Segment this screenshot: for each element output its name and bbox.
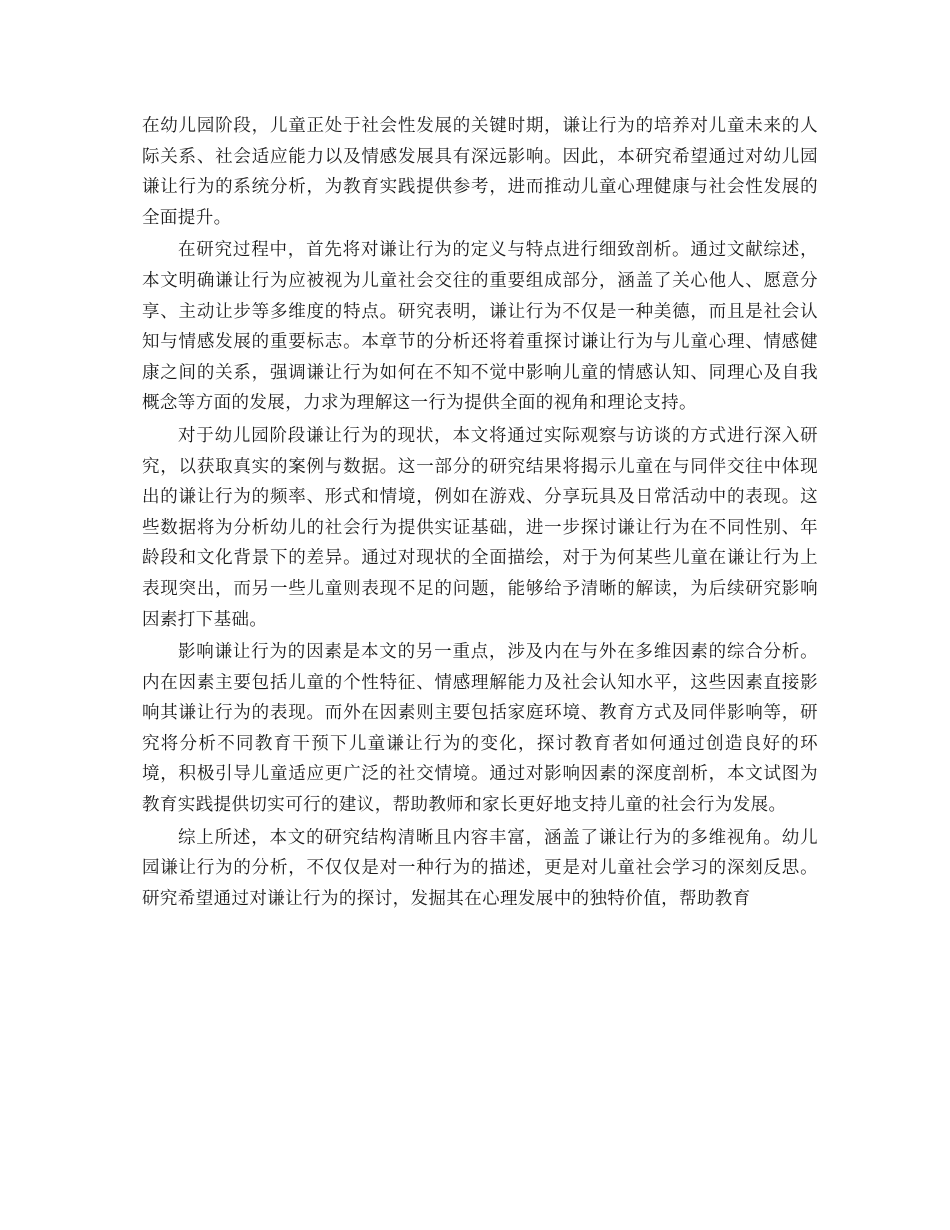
paragraph-4: 影响谦让行为的因素是本文的另一重点，涉及内在与外在多维因素的综合分析。内在因素主要包括儿童的个性特征、情感理解能力及社会认知水平，这些因素直接影响其谦让行为的表现。而外在因素则主要包括家庭环境、教育方式及同伴影响等，研究将分析不同教育干预下儿童谦让行为的变化，探讨教育者如何通过创造良好的环境，积极引导儿童适应更广泛的社交情境。通过对影响因素的深度剖析，本文试图为教育实践提供切实可行的建议，帮助教师和家长更好地支持儿童的社会行为发展。 [142,642,818,816]
paragraph-5: 综上所述，本文的研究结构清晰且内容丰富，涵盖了谦让行为的多维视角。幼儿园谦让行为的分析，不仅仅是对一种行为的描述，更是对儿童社会学习的深刻反思。研究希望通过对谦让行为的探讨，发掘其在心理发展中的独特价值，帮助教育 [142,827,818,909]
body-text [142,111,818,916]
paragraph-3: 对于幼儿园阶段谦让行为的现状，本文将通过实际观察与访谈的方式进行深入研究，以获取真实的案例与数据。这一部分的研究结果将揭示儿童在与同伴交往中体现出的谦让行为的频率、形式和情境，例如在游戏、分享玩具及日常活动中的表现。这些数据将为分析幼儿的社会行为提供实证基础，进一步探讨谦让行为在不同性别、年龄段和文化背景下的差异。通过对现状的全面描绘，对于为何某些儿童在谦让行为上表现突出，而另一些儿童则表现不足的问题，能够给予清晰的解读，为后续研究影响因素打下基础。 [142,425,818,630]
paragraph-2: 在研究过程中，首先将对谦让行为的定义与特点进行细致剖析。通过文献综述，本文明确谦让行为应被视为儿童社会交往的重要组成部分，涵盖了关心他人、愿意分享、主动让步等多维度的特点。研究表明，谦让行为不仅是一种美德，而且是社会认知与情感发展的重要标志。本章节的分析还将着重探讨谦让行为与儿童心理、情感健康之间的关系，强调谦让行为如何在不知不觉中影响儿童的情感认知、同理心及自我概念等方面的发展，力求为理解这一行为提供全面的视角和理论支持。 [142,240,818,414]
paragraph-1: 在幼儿园阶段，儿童正处于社会性发展的关键时期，谦让行为的培养对儿童未来的人际关系、社会适应能力以及情感发展具有深远影响。因此，本研究希望通过对幼儿园谦让行为的系统分析，为教育实践提供参考，进而推动儿童心理健康与社会性发展的全面提升。 [142,116,818,228]
